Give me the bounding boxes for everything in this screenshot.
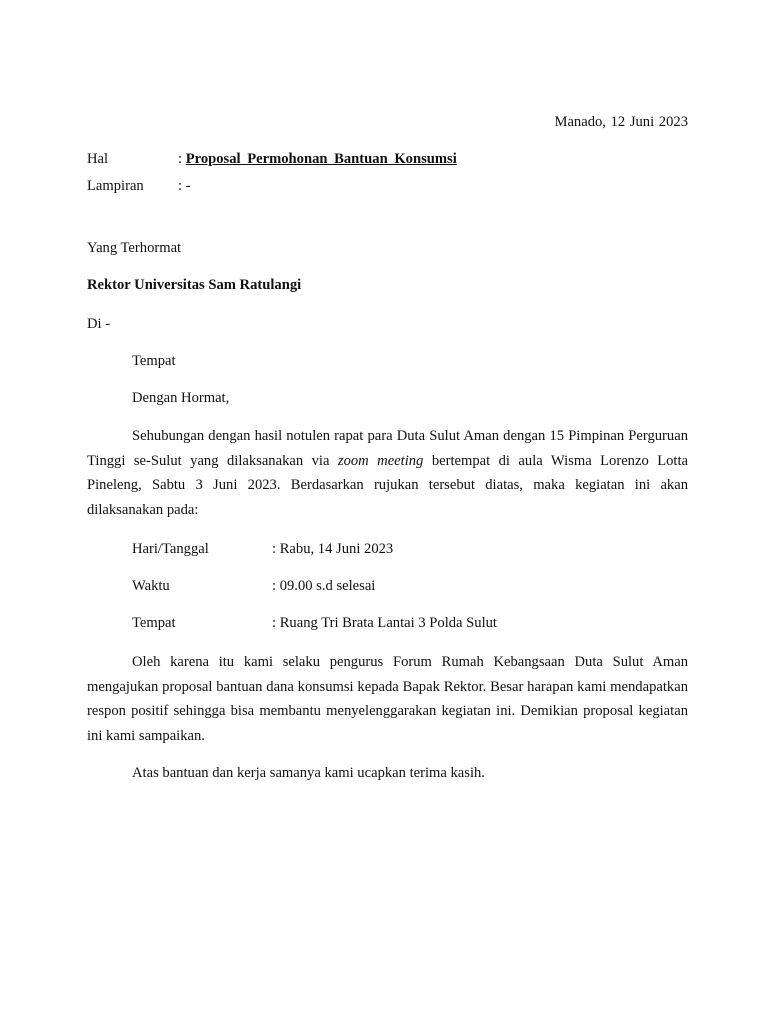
paragraph-intro-text-b: bertempat di aula Wisma Lorenzo Lotta Pineleng, Sabtu 3 Juni 2023. Berdasarkan rujukan tersebut diatas, maka kegiatan ini akan dilaksanakan pada: xyxy=(87,452,688,518)
detail-value: : Ruang Tri Brata Lantai 3 Polda Sulut xyxy=(272,615,497,631)
subject-value: Proposal Permohonan Bantuan Konsumsi xyxy=(185,151,457,167)
di-line: Di - xyxy=(87,316,111,332)
paragraph-intro-text-a: Sehubungan dengan hasil notulen rapat para Duta Sulut Aman dengan 15 Pimpinan Perguruan Tinggi se-Sulut yang dilaksanakan via xyxy=(87,428,688,469)
tempat-line: Tempat xyxy=(132,353,176,369)
detail-row-place xyxy=(132,615,497,632)
detail-label: Tempat xyxy=(132,615,176,631)
paragraph-intro xyxy=(87,424,688,522)
detail-value: : Rabu, 14 Juni 2023 xyxy=(272,541,394,557)
place-date: Manado, 12 Juni 2023 xyxy=(554,114,688,130)
detail-label: Waktu xyxy=(132,578,170,594)
attachment-value: - xyxy=(185,178,191,194)
attachment-colon: : xyxy=(178,178,186,194)
detail-value: : 09.00 s.d selesai xyxy=(272,578,376,594)
paragraph-request: Oleh karena itu kami selaku pengurus Forum Rumah Kebangsaan Duta Sulut Aman mengajukan proposal bantuan dana konsumsi kepada Bapak Rektor. Besar harapan kami mendapatkan respon positif sehingga bisa membantu menyelenggarakan kegiatan ini. Demikian proposal kegiatan ini kami sampaikan. xyxy=(87,654,688,744)
recipient: Rektor Universitas Sam Ratulangi xyxy=(87,277,302,293)
detail-row-time xyxy=(132,578,375,595)
salutation: Dengan Hormat, xyxy=(132,390,230,406)
closing: Atas bantuan dan kerja samanya kami ucapkan terima kasih. xyxy=(132,765,485,781)
attachment-label: Lampiran xyxy=(87,178,144,194)
attachment-row xyxy=(87,178,687,195)
greeting: Yang Terhormat xyxy=(87,240,182,256)
paragraph-intro-italic: zoom meeting xyxy=(337,452,424,469)
detail-label: Hari/Tanggal xyxy=(132,541,209,557)
subject-colon: : xyxy=(178,151,183,167)
subject-row xyxy=(87,151,687,168)
detail-row-date xyxy=(132,541,393,558)
subject-label: Hal xyxy=(87,151,109,167)
